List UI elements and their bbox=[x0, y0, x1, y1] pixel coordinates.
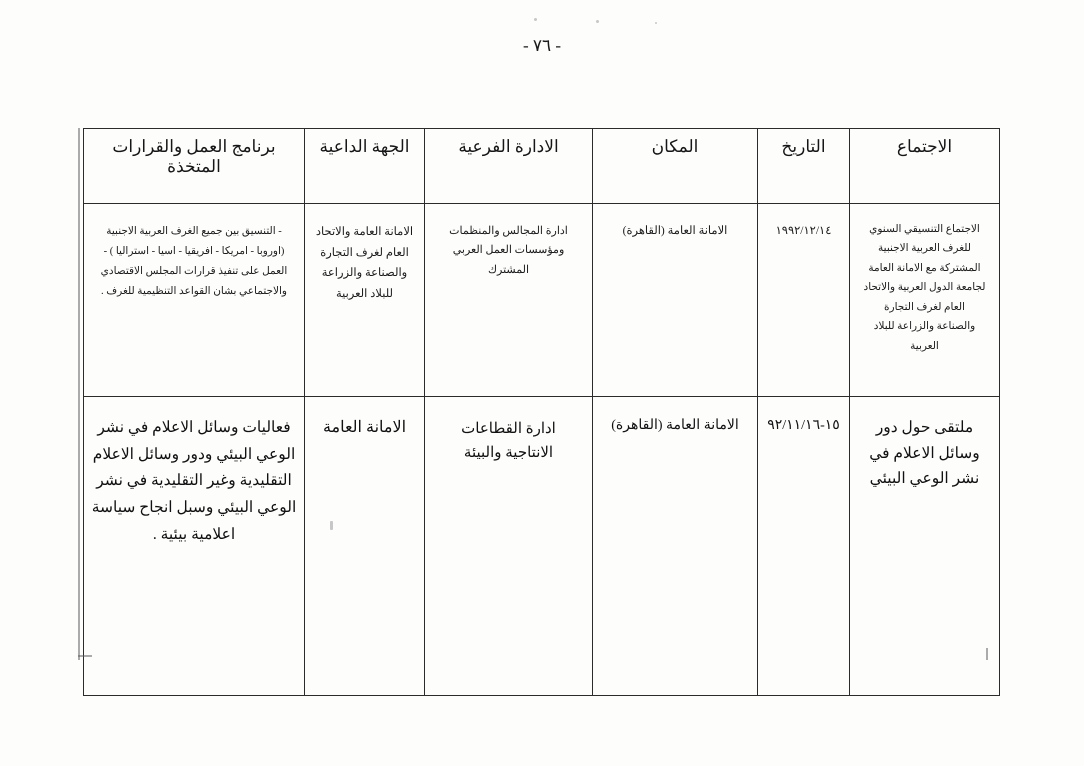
header-label-meeting: الاجتماع bbox=[896, 137, 953, 156]
scan-speck bbox=[330, 521, 333, 530]
scan-edge-mark bbox=[986, 648, 988, 660]
cell-program bbox=[84, 397, 305, 696]
table-body bbox=[84, 204, 1000, 696]
text-line: لجامعة الدول العربية والاتحاد bbox=[863, 282, 986, 294]
header-cell-sub-admin bbox=[425, 129, 593, 204]
text-line: العام لغرف التجارة bbox=[884, 301, 965, 313]
cell-date: ١٩٩٢/١٢/١٤ bbox=[758, 204, 850, 397]
header-cell-inviting-body bbox=[305, 129, 425, 204]
cell-sub-admin bbox=[425, 397, 593, 696]
text-line: العربية bbox=[910, 340, 939, 352]
table-header bbox=[84, 129, 1000, 204]
text-line: الانتاجية والبيئة bbox=[463, 445, 554, 461]
text-line: نشر الوعي البيئي bbox=[869, 470, 980, 488]
text-line: وسائل الاعلام في bbox=[869, 444, 980, 462]
text-line: والصناعة والزراعة bbox=[321, 267, 408, 280]
text-line: فعاليات وسائل الاعلام في نشر bbox=[97, 419, 291, 436]
header-row bbox=[84, 129, 1000, 204]
text-line: الوعي البيئي ودور وسائل الاعلام bbox=[92, 445, 296, 463]
text-line: العمل على تنفيذ قرارات المجلس الاقتصادي bbox=[100, 265, 288, 277]
header-label-sub-admin: الادارة الفرعية bbox=[458, 137, 559, 156]
text-line: ومؤسسات العمل العربي bbox=[452, 244, 565, 257]
header-label-inviting-body: الجهة الداعية bbox=[319, 137, 410, 156]
text-line: ملتقى حول دور bbox=[875, 419, 974, 436]
cell-inviting-body bbox=[305, 397, 425, 696]
text-line: العام لغرف التجارة bbox=[320, 246, 409, 259]
scan-speck bbox=[534, 18, 537, 21]
text-line: (اوروبا - امريكا - افريقيا - اسيا - استراليا ) - bbox=[103, 245, 285, 257]
text-line: المشتركة مع الامانة العامة bbox=[868, 262, 981, 274]
text-line: والصناعة والزراعة للبلاد bbox=[873, 321, 976, 333]
cell-meeting bbox=[850, 204, 1000, 397]
scan-edge-mark bbox=[78, 655, 92, 657]
meetings-table bbox=[83, 128, 1000, 696]
cell-meeting bbox=[850, 397, 1000, 696]
text-line: التقليدية وغير التقليدية في نشر bbox=[96, 472, 292, 490]
header-label-date: التاريخ bbox=[781, 137, 826, 156]
table-row bbox=[84, 204, 1000, 397]
cell-place: الامانة العامة (القاهرة) bbox=[593, 204, 758, 397]
text-line: الوعي البيئي وسبل انجاح سياسة bbox=[91, 498, 297, 516]
header-cell-place bbox=[593, 129, 758, 204]
table-row bbox=[84, 397, 1000, 696]
header-cell-meeting bbox=[850, 129, 1000, 204]
text-line: الامانة العامة bbox=[322, 419, 407, 436]
cell-inviting-body bbox=[305, 204, 425, 397]
text-line: - التنسيق بين جميع الغرف العربية الاجنبية bbox=[106, 226, 282, 237]
text-line: المشترك bbox=[487, 263, 530, 276]
header-cell-date bbox=[758, 129, 850, 204]
header-cell-program bbox=[84, 129, 305, 204]
scan-speck bbox=[655, 22, 657, 24]
scan-speck bbox=[596, 20, 599, 23]
text-line: ادارة القطاعات bbox=[461, 421, 556, 437]
text-line: الاجتماع التنسيقي السنوي bbox=[869, 224, 980, 235]
text-line: الامانة العامة والاتحاد bbox=[315, 226, 414, 238]
meetings-table-container bbox=[84, 128, 1000, 696]
header-label-place: المكان bbox=[651, 137, 699, 156]
cell-sub-admin bbox=[425, 204, 593, 397]
cell-date: ١٥-٩٢/١١/١٦ bbox=[758, 397, 850, 696]
text-line: والاجتماعي بشان القواعد التنظيمية للغرف . bbox=[101, 285, 287, 297]
cell-place: الامانة العامة (القاهرة) bbox=[593, 397, 758, 696]
scan-edge-mark bbox=[78, 128, 80, 660]
cell-program bbox=[84, 204, 305, 397]
page-number: - ٧٦ - bbox=[522, 36, 562, 55]
text-line: للغرف العربية الاجنبية bbox=[878, 243, 971, 255]
text-line: اعلامية بيئية . bbox=[152, 525, 236, 543]
header-label-program: برنامج العمل والقرارات المتخذة bbox=[112, 137, 276, 177]
text-line: ادارة المجالس والمنظمات bbox=[449, 225, 568, 237]
text-line: للبلاد العربية bbox=[335, 288, 394, 301]
